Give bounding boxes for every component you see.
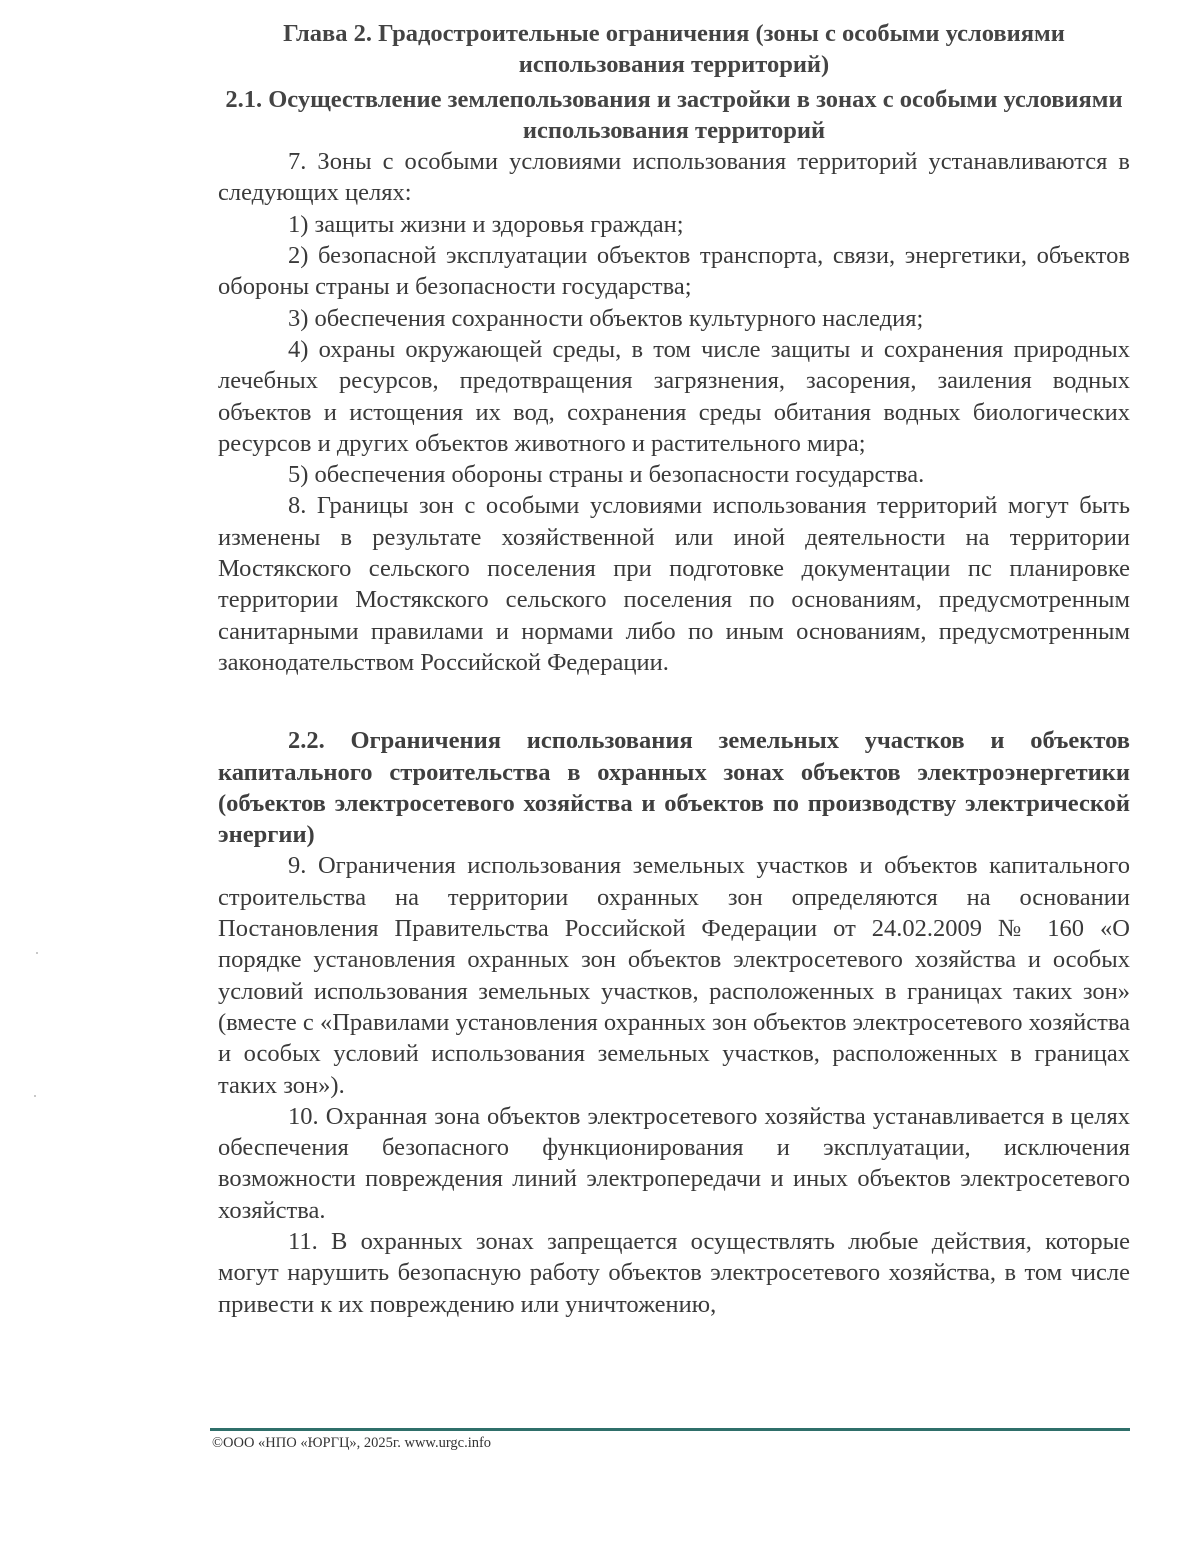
- chapter-title: Глава 2. Градостроительные ограничения (зоны с особыми условиями использования территорий): [283, 20, 1065, 79]
- list-item-1: 1) защиты жизни и здоровья граждан;: [288, 210, 684, 238]
- footer-rule: [210, 1428, 1130, 1431]
- document-page: [218, 18, 1130, 1320]
- scan-artifact: [36, 952, 38, 954]
- section-2-2-title: 2.2. Ограничения использования земельных участков и объектов капитального строительства в охранных зонах объектов электроэнергетики (объектов электросетевого хозяйства и объектов по производству электрической энергии): [218, 727, 1130, 849]
- section-2-1-title: 2.1. Осуществление землепользования и застройки в зонах с особыми условиями использования территорий: [225, 85, 1123, 144]
- paragraph-7: 7. Зоны с особыми условиями использования территорий устанавливаются в следующих целях:: [218, 148, 1130, 207]
- paragraph-10: 10. Охранная зона объектов электросетевого хозяйства устанавливается в целях обеспечения безопасного функционирования и эксплуатации, исключения возможности повреждения линий электропередачи и иных объектов электросетевого хозяйства.: [218, 1102, 1130, 1224]
- list-item-2: 2) безопасной эксплуатации объектов транспорта, связи, энергетики, объектов обороны страны и безопасности государства;: [218, 242, 1130, 301]
- paragraph-11: 11. В охранных зонах запрещается осуществлять любые действия, которые могут нарушить безопасную работу объектов электросетевого хозяйства, в том числе привести к их повреждению или уничтожению,: [218, 1227, 1130, 1318]
- list-item-5: 5) обеспечения обороны страны и безопасности государства.: [288, 461, 925, 489]
- footer-copyright: ©ООО «НПО «ЮРГЦ», 2025г. www.urgc.info: [212, 1435, 492, 1451]
- paragraph-8: 8. Границы зон с особыми условиями использования территорий могут быть изменены в результате хозяйственной или иной деятельности на территории Мостякского сельского поселения при подготовке документации пс планировке территории Мостякского сельского поселения по основаниям, предусмотренным санитарными правилами и нормами либо по иным основаниям, предусмотренным законодательством Российской Федерации.: [218, 492, 1130, 676]
- list-item-4: 4) охраны окружающей среды, в том числе защиты и сохранения природных лечебных ресурсов, предотвращения загрязнения, засорения, заиления водных объектов и истощения их вод, сохранения среды обитания водных биологических ресурсов и других объектов животного и растительного мира;: [218, 335, 1130, 457]
- section-spacer: [218, 678, 1130, 725]
- paragraph-9: 9. Ограничения использования земельных участков и объектов капитального строительства на территории охранных зон определяются на основании Постановления Правительства Российской Федерации от 24.02.2009 № 160 «О порядке установления охранных зон объектов электросетевого хозяйства и особых условий использования земельных участков, расположенных в границах таких зон» (вместе с «Правилами установления охранных зон объектов электросетевого хозяйства и особых условий использования земельных участков, расположенных в границах таких зон»).: [218, 852, 1130, 1099]
- list-item-3: 3) обеспечения сохранности объектов культурного наследия;: [288, 304, 924, 332]
- scan-artifact: [34, 1095, 36, 1097]
